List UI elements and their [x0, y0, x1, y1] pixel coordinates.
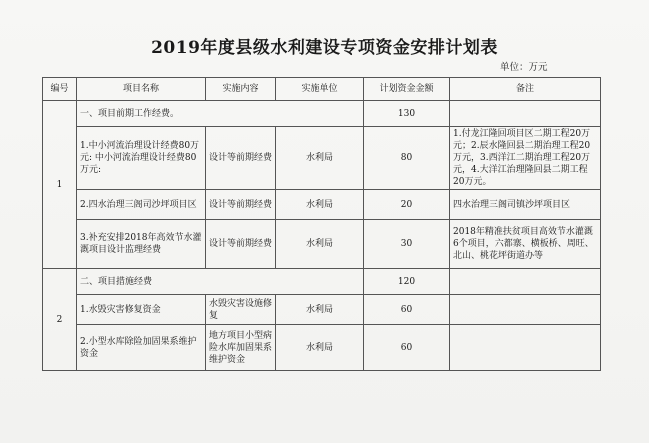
table-row [43, 127, 601, 190]
item-note: 四水治理三阁司镇沙坪项目区 [450, 190, 601, 220]
item-note: 1.付龙江隆回项目区二期工程20万元；2.辰水隆回县二期治理工程20万元，3.西洋江二期治理工程20万元，4.大洋江治理隆回县二期工程20万元。 [450, 127, 601, 190]
header-amount: 计划资金金额 [364, 78, 450, 101]
item-amount: 30 [364, 220, 450, 269]
item-name: 2.四水治理三阁司沙坪项目区 [77, 190, 206, 220]
item-name: 1.中小河流治理设计经费80万元: 中小河流治理设计经费80万元: [77, 127, 206, 190]
section-note [450, 269, 601, 295]
section-name: 二、项目措施经费 [77, 269, 364, 295]
item-note: 2018年精准扶贫项目高效节水灌溉6个项目，六都寨、横板桥、周旺、北山、桃花坪街道办等 [450, 220, 601, 269]
section-amount: 130 [364, 101, 450, 127]
funding-table [42, 77, 601, 371]
item-name: 3.补充安排2018年高效节水灌溉项目设计监理经费 [77, 220, 206, 269]
page-title: 2019年度县级水利建设专项资金安排计划表 [151, 38, 498, 58]
header-number: 编号 [43, 78, 77, 101]
item-name: 1.水毁灾害修复资金 [77, 295, 206, 325]
item-content: 水毁灾害设施修复 [206, 295, 276, 325]
item-amount: 20 [364, 190, 450, 220]
item-content: 设计等前期经费 [206, 220, 276, 269]
item-name: 2.小型水库除险加固果系维护资金 [77, 325, 206, 371]
item-note [450, 295, 601, 325]
table-row [43, 295, 601, 325]
item-amount: 60 [364, 325, 450, 371]
item-unit: 水利局 [276, 127, 364, 190]
table-row [43, 325, 601, 371]
header-note: 备注 [450, 78, 601, 101]
section-number: 1 [43, 101, 77, 269]
item-content: 地方项目小型病险水库加固果系维护资金 [206, 325, 276, 371]
header-content: 实施内容 [206, 78, 276, 101]
item-content: 设计等前期经费 [206, 127, 276, 190]
item-note [450, 325, 601, 371]
table-row [43, 190, 601, 220]
item-unit: 水利局 [276, 295, 364, 325]
table-row [43, 220, 601, 269]
item-content: 设计等前期经费 [206, 190, 276, 220]
item-amount: 60 [364, 295, 450, 325]
section-row [43, 101, 601, 127]
header-unit: 实施单位 [276, 78, 364, 101]
item-unit: 水利局 [276, 220, 364, 269]
table-header-row [43, 78, 601, 101]
unit-label: 单位：万元 [500, 62, 548, 73]
section-number: 2 [43, 269, 77, 371]
item-unit: 水利局 [276, 325, 364, 371]
section-name: 一、项目前期工作经费。 [77, 101, 364, 127]
item-unit: 水利局 [276, 190, 364, 220]
header-project-name: 项目名称 [77, 78, 206, 101]
section-amount: 120 [364, 269, 450, 295]
item-amount: 80 [364, 127, 450, 190]
section-note [450, 101, 601, 127]
section-row [43, 269, 601, 295]
